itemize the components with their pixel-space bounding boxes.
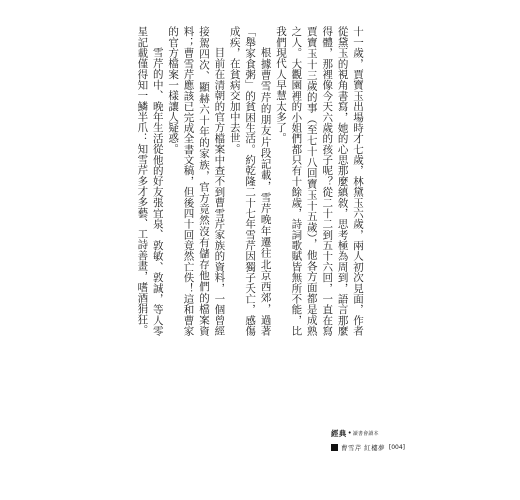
paragraph-4: 雪芹的中、晚年生活從他的好友張宜泉、敦敏、敦誠，等人零星記載僅得知一鱗半爪：知雪芹多才多藝、工詩善畫，嗜酒狷狂。 — [136, 26, 164, 336]
page-number: [004] — [388, 443, 406, 451]
page-footer — [331, 427, 451, 457]
footer-brand: 經典 — [331, 428, 347, 438]
paragraph-1: 十一歲，賈寶玉出場時才七歲，林黛玉六歲，兩人初次見面，作者從黛玉的視角書寫，她的心思那麼縝敘，思考極為周到，語言那麼得體，那裡像今天六歲的孩子呢？從二十二到五十六回，一直在寫賈寶玉十三歲的事（至七十八回寶玉十五歲），他各方面都是成熟之人。大觀園裡的小姐們都只有十餘歲，詩詞歌賦皆無所不能，比我們現代人早慧太多了。 — [274, 26, 364, 336]
footer-dot: • — [347, 429, 352, 437]
paragraph-2: 根據曹雪芹的朋友片段記載，雪芹晚年遷往北京西郊，過著「舉家食粥」的貧困生活。約乾隆二十七年雪芹因獨子夭亡，感傷成疾，在貧病交加中去世。 — [228, 26, 272, 336]
footer-brand-sub: 讀書會讀本 — [352, 430, 379, 437]
page-body-text — [136, 26, 365, 336]
footer-series — [331, 427, 451, 439]
square-marker-icon — [331, 444, 338, 451]
footer-book-title: 曹雪芹 紅樓夢 — [341, 443, 385, 452]
paragraph-3: 目前在清朝的官方檔案中查不到曹雪芹家族的資料，一個曾經接駕四次、顯赫六十年的家族，官方竟然沒有儲存他們的檔案資料；曹雪芹應該已完成全書文稿，但後四十回竟然亡佚！這和曹家的官方檔案一樣讓人疑惑。 — [167, 26, 226, 336]
footer-title-row — [331, 442, 451, 452]
